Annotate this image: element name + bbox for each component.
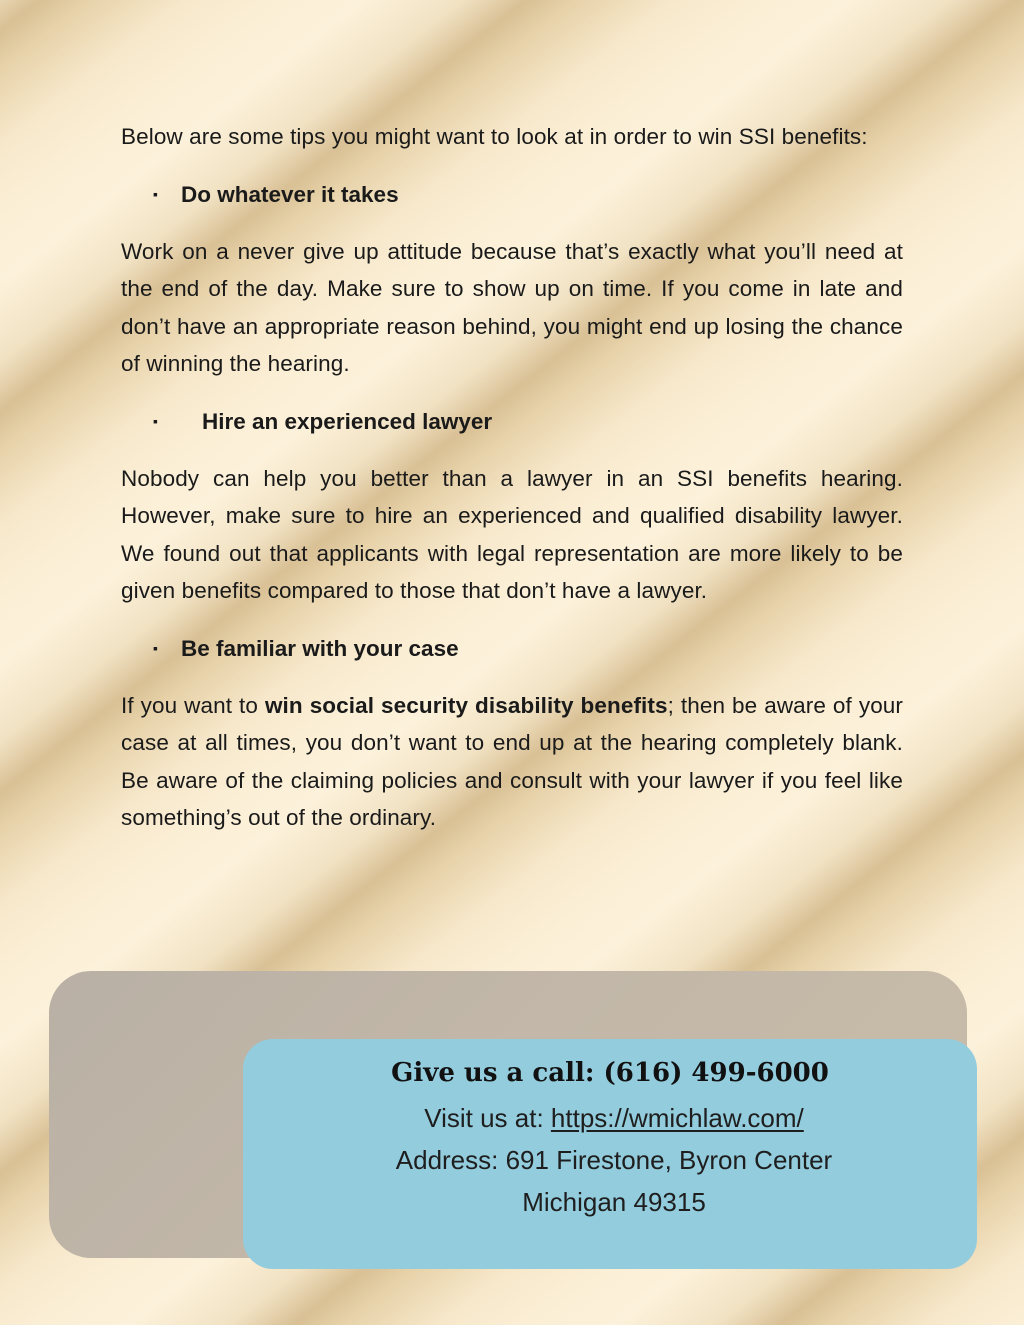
tip-heading-text: Be familiar with your case [181,635,459,661]
tip-paragraph-3-suffix: ; then be aware of your case at all times, you don’t want to end up at the hearing completely blank. Be aware of the claiming policies and consult with your lawyer if you feel like something’s out of the ordinary. [121,692,904,830]
address-line-2: Michigan 49315 [522,1187,706,1217]
bullet-icon: ▪ [153,412,158,429]
address-line-1: Address: 691 Firestone, Byron Center [395,1145,833,1175]
tip-heading-3 [121,630,903,667]
disability-benefits-link[interactable]: win social security disability benefits [264,692,668,718]
website-line [247,1097,981,1139]
tip-heading-text: Hire an experienced lawyer [202,408,493,434]
tip-paragraph-3-prefix: If you want to [121,692,265,718]
tip-paragraph-3 [121,687,903,837]
contact-info [243,1049,977,1223]
tip-heading-text: Do whatever it takes [181,181,399,207]
article-body [121,118,903,837]
website-prefix: Visit us at: [424,1103,551,1133]
tip-heading-2 [121,403,903,440]
bullet-icon: ▪ [153,185,158,202]
tip-paragraph-1: Work on a never give up attitude because that’s exactly what you’ll need at the end of the day. Make sure to show up on time. If you come in late and don’t have an appropriate reason behind, you might end up losing the chance of winning the hearing. [121,238,903,376]
bullet-icon: ▪ [153,639,158,656]
tip-heading-1 [121,176,903,213]
website-link[interactable]: https://wmichlaw.com/ [550,1103,804,1133]
intro-paragraph: Below are some tips you might want to look at in order to win SSI benefits: [121,124,868,149]
tip-paragraph-2: Nobody can help you better than a lawyer in an SSI benefits hearing. However, make sure to hire an experienced and qualified disability lawyer. We found out that applicants with legal representation are more likely to be given benefits compared to those that don’t have a lawyer. [121,465,903,603]
phone-call-line[interactable]: Give us a call: (616) 499-6000 [391,1058,829,1088]
